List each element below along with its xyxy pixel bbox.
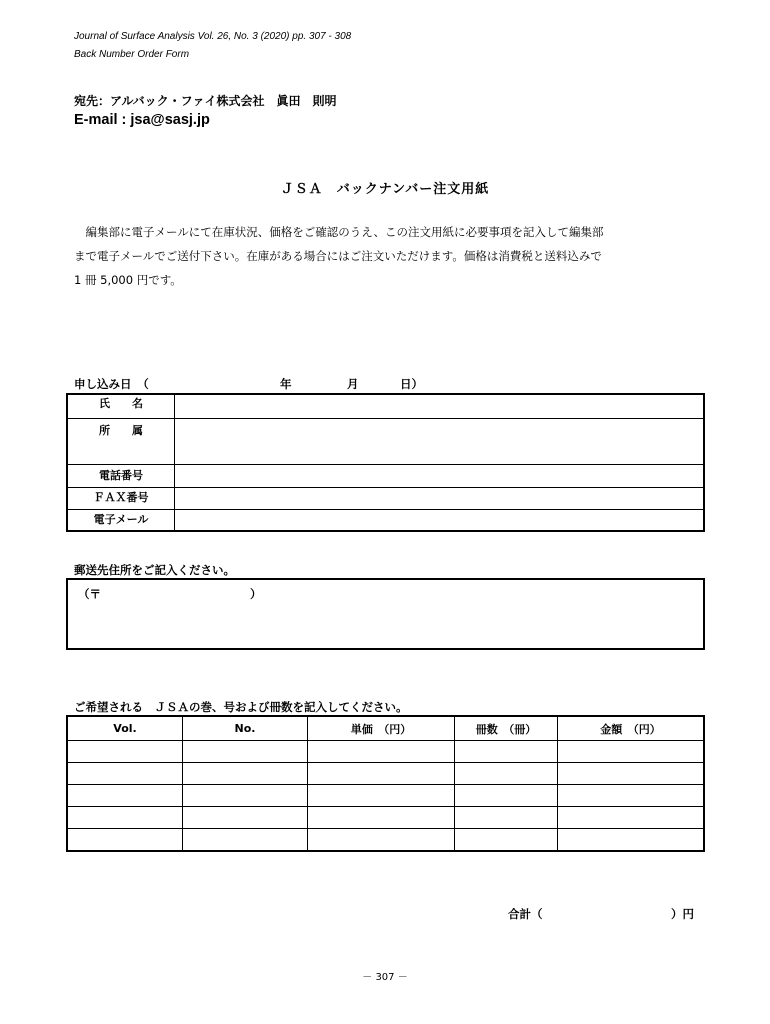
email-label: 電子メール bbox=[67, 509, 175, 531]
form-name: Back Number Order Form bbox=[74, 49, 190, 60]
form-title: ＪＳＡ バックナンバー注文用紙 bbox=[280, 182, 490, 197]
name-label: 氏 名 bbox=[67, 394, 175, 418]
total-label: 合計（ bbox=[508, 907, 543, 921]
table-row bbox=[67, 807, 704, 829]
vol-cell[interactable] bbox=[67, 741, 183, 763]
application-date bbox=[74, 376, 694, 392]
amount-cell[interactable] bbox=[558, 829, 705, 852]
table-row bbox=[67, 763, 704, 785]
no-cell[interactable] bbox=[183, 829, 308, 852]
applicant-info-table bbox=[66, 393, 705, 532]
quantity-cell[interactable] bbox=[455, 763, 558, 785]
month-label: 月 bbox=[347, 377, 359, 391]
table-row bbox=[67, 487, 704, 509]
recipient-address: 宛先：アルバック・ファイ株式会社 眞田 則明 bbox=[74, 94, 337, 108]
phone-label: 電話番号 bbox=[67, 464, 175, 487]
column-header-amount: 金額 （円） bbox=[558, 716, 705, 741]
affiliation-label: 所 属 bbox=[67, 418, 175, 464]
column-header-unit-price: 単価 （円） bbox=[308, 716, 455, 741]
email-field[interactable] bbox=[175, 509, 705, 531]
order-instructions: ご希望される ＪＳＡの巻、号および冊数を記入してください。 bbox=[74, 700, 408, 714]
vol-cell[interactable] bbox=[67, 807, 183, 829]
amount-cell[interactable] bbox=[558, 741, 705, 763]
vol-cell[interactable] bbox=[67, 763, 183, 785]
phone-field[interactable] bbox=[175, 464, 705, 487]
intro-line-3: 1 冊 5,000 円です。 bbox=[74, 273, 182, 287]
intro-line-2: まで電子メールでご送付下さい。在庫がある場合にはご注文いただけます。価格は消費税と送料込みで bbox=[74, 249, 602, 263]
table-row bbox=[67, 464, 704, 487]
fax-label: ＦＡＸ番号 bbox=[67, 487, 175, 509]
unit-price-cell[interactable] bbox=[308, 763, 455, 785]
quantity-cell[interactable] bbox=[455, 741, 558, 763]
vol-cell[interactable] bbox=[67, 829, 183, 852]
unit-price-cell[interactable] bbox=[308, 785, 455, 807]
fax-field[interactable] bbox=[175, 487, 705, 509]
table-row bbox=[67, 509, 704, 531]
no-cell[interactable] bbox=[183, 807, 308, 829]
table-row bbox=[67, 741, 704, 763]
postal-code-open: （〒 bbox=[78, 587, 101, 601]
no-cell[interactable] bbox=[183, 741, 308, 763]
amount-cell[interactable] bbox=[558, 763, 705, 785]
amount-cell[interactable] bbox=[558, 785, 705, 807]
column-header-vol: Vol. bbox=[67, 716, 183, 741]
table-row bbox=[67, 829, 704, 852]
column-header-quantity: 冊数 （冊） bbox=[455, 716, 558, 741]
affiliation-field[interactable] bbox=[175, 418, 705, 464]
day-label: 日） bbox=[400, 377, 423, 391]
name-field[interactable] bbox=[175, 394, 705, 418]
table-row bbox=[67, 394, 704, 418]
intro-paragraph bbox=[74, 220, 704, 292]
table-row bbox=[67, 418, 704, 464]
unit-price-cell[interactable] bbox=[308, 807, 455, 829]
recipient-email: E-mail : jsa@sasj.jp bbox=[74, 112, 210, 128]
column-header-no: No. bbox=[183, 716, 308, 741]
postal-code-close: ） bbox=[250, 587, 262, 601]
unit-price-cell[interactable] bbox=[308, 741, 455, 763]
mailing-address-label: 郵送先住所をご記入ください。 bbox=[74, 563, 235, 577]
no-cell[interactable] bbox=[183, 785, 308, 807]
unit-price-cell[interactable] bbox=[308, 829, 455, 852]
page-number: － 307 － bbox=[362, 972, 408, 983]
no-cell[interactable] bbox=[183, 763, 308, 785]
total-unit: ）円 bbox=[671, 907, 694, 921]
mailing-address-field[interactable] bbox=[66, 578, 705, 650]
table-row bbox=[67, 785, 704, 807]
amount-cell[interactable] bbox=[558, 807, 705, 829]
quantity-cell[interactable] bbox=[455, 807, 558, 829]
quantity-cell[interactable] bbox=[455, 785, 558, 807]
application-date-label: 申し込み日 （ bbox=[74, 377, 149, 391]
journal-header bbox=[74, 28, 351, 64]
quantity-cell[interactable] bbox=[455, 829, 558, 852]
total-amount bbox=[508, 906, 708, 922]
journal-citation: Journal of Surface Analysis Vol. 26, No. 3 (2020) pp. 307 - 308 bbox=[74, 31, 352, 42]
vol-cell[interactable] bbox=[67, 785, 183, 807]
year-label: 年 bbox=[280, 377, 292, 391]
order-header-row bbox=[67, 716, 704, 741]
intro-line-1: 編集部に電子メールにて在庫状況、価格をご確認のうえ、この注文用紙に必要事項を記入して編集部 bbox=[74, 225, 604, 239]
order-table bbox=[66, 715, 705, 852]
